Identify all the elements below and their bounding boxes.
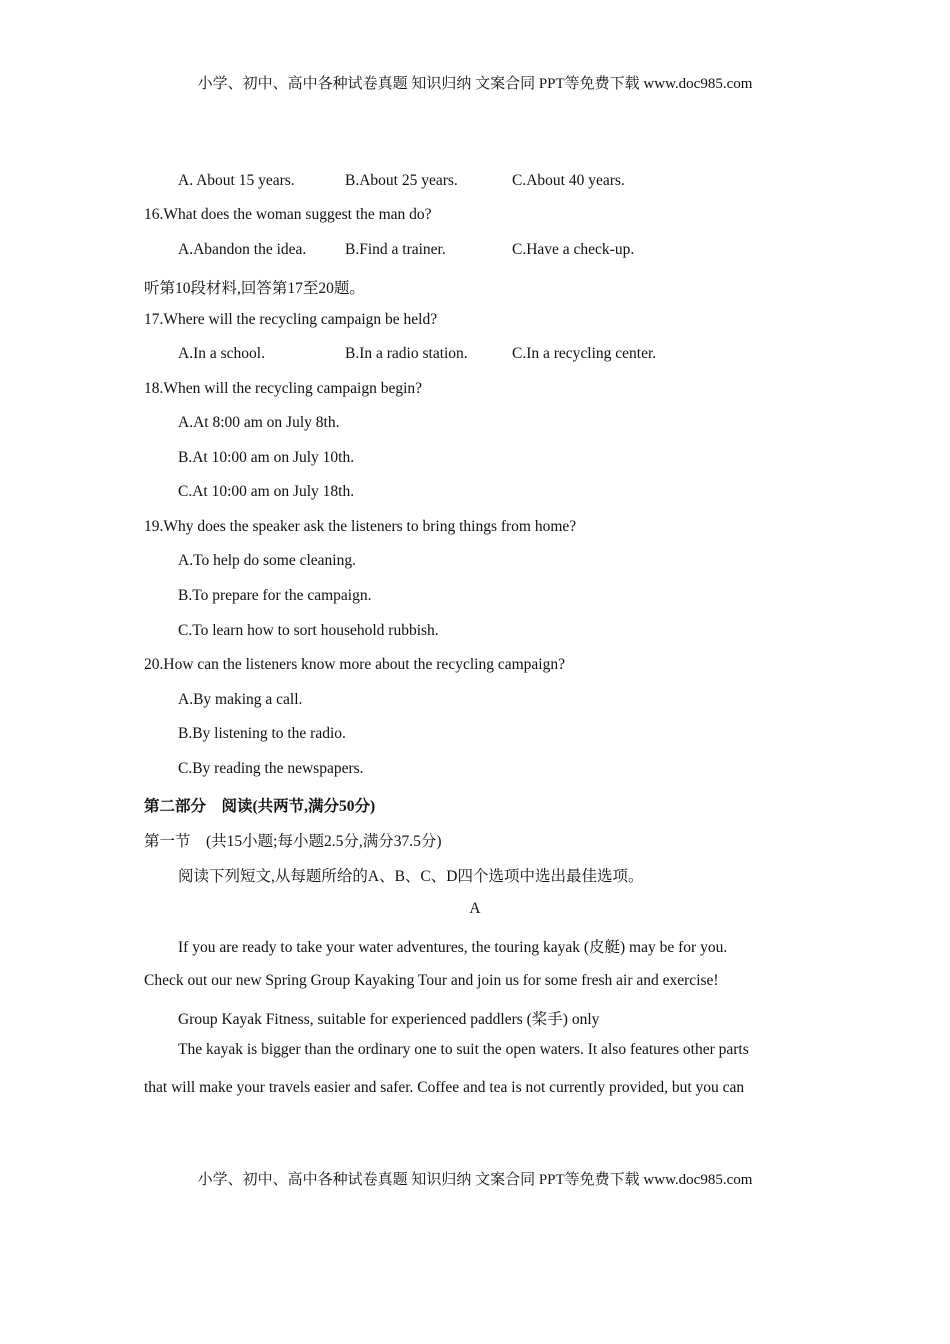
q17-option-c: C.In a recycling center. xyxy=(512,345,657,362)
q19-option-a: A.To help do some cleaning. xyxy=(178,552,356,569)
q16-stem: 16.What does the woman suggest the man do? xyxy=(144,206,432,223)
passage-p1-line1: If you are ready to take your water adventures, the touring kayak (皮艇) may be for you. xyxy=(178,939,728,956)
q16-option-c: C.Have a check-up. xyxy=(512,241,635,258)
part2-instruction: 阅读下列短文,从每题所给的A、B、C、D四个选项中选出最佳选项。 xyxy=(178,868,644,885)
passage-p1-line2: Check out our new Spring Group Kayaking Tour and join us for some fresh air and exercise! xyxy=(144,972,719,989)
part2-title: 第二部分 阅读(共两节,满分50分) xyxy=(144,798,376,815)
section-intro: 听第10段材料,回答第17至20题。 xyxy=(144,280,365,297)
q18-option-c: C.At 10:00 am on July 18th. xyxy=(178,483,355,500)
passage-p3-line2: that will make your travels easier and safer. Coffee and tea is not currently provided, but you can xyxy=(144,1079,745,1096)
q16-option-a: A.Abandon the idea. xyxy=(178,241,307,258)
q15-option-a: A. About 15 years. xyxy=(178,172,295,189)
q17-option-b: B.In a radio station. xyxy=(345,345,468,362)
q19-option-c: C.To learn how to sort household rubbish. xyxy=(178,622,439,639)
header-banner: 小学、初中、高中各种试卷真题 知识归纳 文案合同 PPT等免费下载 www.doc985.com xyxy=(197,76,753,92)
q18-option-b: B.At 10:00 am on July 10th. xyxy=(178,449,355,466)
passage-p2: Group Kayak Fitness, suitable for experienced paddlers (桨手) only xyxy=(178,1011,600,1028)
q20-stem: 20.How can the listeners know more about the recycling campaign? xyxy=(144,656,565,673)
q19-stem: 19.Why does the speaker ask the listeners to bring things from home? xyxy=(144,518,577,535)
passage-p3-line1: The kayak is bigger than the ordinary one to suit the open waters. It also features other parts xyxy=(178,1041,749,1058)
q20-option-a: A.By making a call. xyxy=(178,691,303,708)
q20-option-b: B.By listening to the radio. xyxy=(178,725,346,742)
q16-option-b: B.Find a trainer. xyxy=(345,241,446,258)
footer-banner: 小学、初中、高中各种试卷真题 知识归纳 文案合同 PPT等免费下载 www.doc985.com xyxy=(197,1172,753,1188)
q15-option-c: C.About 40 years. xyxy=(512,172,625,189)
q17-option-a: A.In a school. xyxy=(178,345,265,362)
q15-option-b: B.About 25 years. xyxy=(345,172,458,189)
q20-option-c: C.By reading the newspapers. xyxy=(178,760,364,777)
q19-option-b: B.To prepare for the campaign. xyxy=(178,587,372,604)
q18-stem: 18.When will the recycling campaign begin? xyxy=(144,380,423,397)
q18-option-a: A.At 8:00 am on July 8th. xyxy=(178,414,340,431)
part2-section1: 第一节 (共15小题;每小题2.5分,满分37.5分) xyxy=(144,833,442,850)
q17-stem: 17.Where will the recycling campaign be held? xyxy=(144,311,438,328)
passage-label: A xyxy=(469,900,481,917)
